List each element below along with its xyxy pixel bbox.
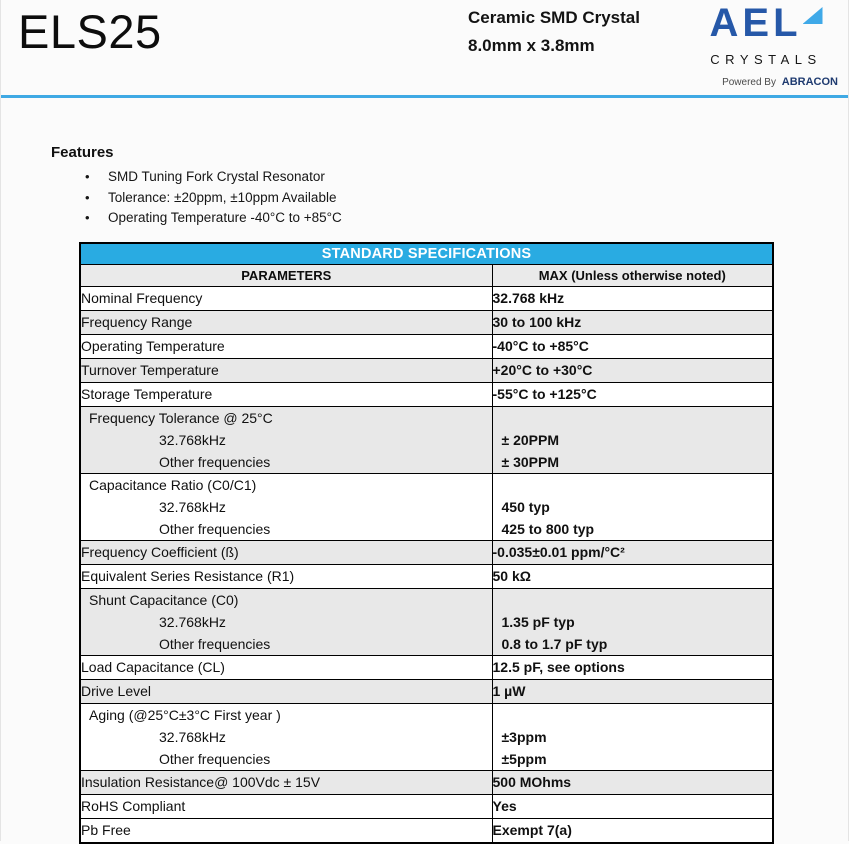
spec-row [80,310,773,334]
parameter-group-title: Aging (@25°C±3°C First year ) [89,706,281,723]
value-cell: -40°C to +85°C [492,334,773,358]
value-cell [492,406,773,473]
sub-parameter: Other frequencies [159,635,271,652]
parameter-cell: Insulation Resistance@ 100Vdc ± 15V [80,770,492,794]
spec-row [80,679,773,703]
parameter-cell: Nominal Frequency [80,286,492,310]
spec-row [80,564,773,588]
features-section [51,144,848,229]
parameter-cell: Load Capacitance (CL) [80,655,492,679]
parameter-cell [80,473,492,540]
value-cell: 32.768 kHz [492,286,773,310]
ael-logo-mark [710,3,823,52]
spec-table-column-headers [80,264,773,286]
sub-parameter: 32.768kHz [159,431,226,448]
spec-table-title-row [80,243,773,265]
spec-row [80,286,773,310]
feature-item: • SMD Tuning Fork Crystal Resonator [51,167,848,188]
value-cell [492,703,773,770]
parameter-cell: Equivalent Series Resistance (R1) [80,564,492,588]
parameter-cell: Storage Temperature [80,382,492,406]
parameter-cell: Drive Level [80,679,492,703]
spec-row [80,794,773,818]
parameter-cell: Turnover Temperature [80,358,492,382]
sub-parameter: Other frequencies [159,453,271,470]
product-title [468,4,640,60]
parameter-group-title: Frequency Tolerance @ 25°C [89,409,273,426]
value-spacer [493,589,773,611]
sub-parameter: Other frequencies [159,520,271,537]
sub-value: ±5ppm [501,750,547,767]
value-cell: 30 to 100 kHz [492,310,773,334]
spec-row [80,655,773,679]
column-header-max: MAX (Unless otherwise noted) [492,264,773,286]
value-spacer [493,474,773,496]
sub-parameter: 32.768kHz [159,498,226,515]
features-heading: Features [51,144,114,161]
value-cell: +20°C to +30°C [492,358,773,382]
powered-by-prefix: Powered By [722,77,776,88]
value-cell: 50 kΩ [492,564,773,588]
value-cell: 12.5 pF, see options [492,655,773,679]
sub-value: ± 20PPM [501,431,559,448]
parameter-cell [80,588,492,655]
sub-value: 1.35 pF typ [501,613,575,630]
sub-parameter: 32.768kHz [159,728,226,745]
features-list [51,167,848,229]
powered-by [692,76,840,88]
sub-value: 450 typ [501,498,550,515]
parameter-cell: Operating Temperature [80,334,492,358]
value-cell: Yes [492,794,773,818]
spec-table [79,242,774,844]
feature-item: • Tolerance: ±20ppm, ±10ppm Available [51,188,848,209]
part-number: ELS25 [18,5,162,58]
ael-logo-text: AEL [709,1,802,45]
parameter-group-title: Capacitance Ratio (C0/C1) [89,476,257,493]
sub-parameter: 32.768kHz [159,613,226,630]
spec-row [80,770,773,794]
spec-row [80,818,773,843]
parameter-cell [80,703,492,770]
parameter-cell [80,406,492,473]
parameter-group-title: Shunt Capacitance (C0) [89,591,239,608]
sub-value: ± 30PPM [501,453,559,470]
value-spacer [493,704,773,726]
ael-logo-subtext: CRYSTALS [710,52,822,67]
spec-row [80,588,773,655]
ael-logo-triangle-icon [803,7,823,24]
spec-table-body [80,286,773,843]
value-cell [492,473,773,540]
value-spacer [493,407,773,429]
abracon-brand: ABRACON [781,76,838,88]
document-header [1,0,848,98]
parameter-cell: Frequency Range [80,310,492,334]
product-title-line2: 8.0mm x 3.8mm [468,36,595,55]
value-cell [492,588,773,655]
value-cell: 500 MOhms [492,770,773,794]
sub-value: 425 to 800 typ [501,520,595,537]
spec-table-title: STANDARD SPECIFICATIONS [80,243,773,265]
header-divider [1,95,848,98]
spec-row [80,473,773,540]
product-title-line1: Ceramic SMD Crystal [468,8,640,27]
parameter-cell: Pb Free [80,818,492,843]
value-cell: -0.035±0.01 ppm/°C² [492,540,773,564]
value-cell: 1 µW [492,679,773,703]
column-header-parameters: PARAMETERS [80,264,492,286]
spec-row [80,358,773,382]
spec-row [80,703,773,770]
sub-value: 0.8 to 1.7 pF typ [501,635,608,652]
value-cell: -55°C to +125°C [492,382,773,406]
sub-value: ±3ppm [501,728,547,745]
spec-row [80,382,773,406]
feature-item: • Operating Temperature -40°C to +85°C [51,208,848,229]
parameter-cell: Frequency Coefficient (ß) [80,540,492,564]
spec-row [80,334,773,358]
sub-parameter: Other frequencies [159,750,271,767]
ael-logo [692,3,840,88]
spec-row [80,540,773,564]
value-cell: Exempt 7(a) [492,818,773,843]
parameter-cell: RoHS Compliant [80,794,492,818]
spec-row [80,406,773,473]
